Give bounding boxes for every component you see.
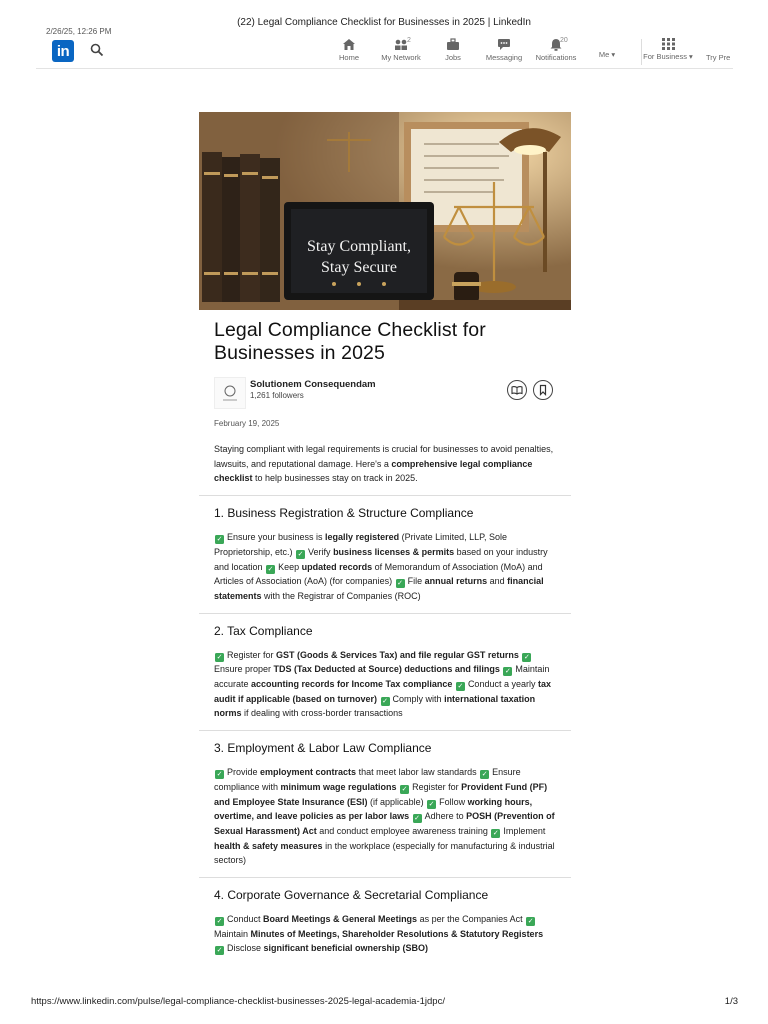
section-4-body: ✓ Conduct Board Meetings & General Meetings as per the Companies Act ✓Maintain Minutes of Meetings, Shareholder Resolutions & Statutory Registers ✓ Disclose significant beneficial ownership (SBO)	[214, 914, 544, 955]
section-heading: 4. Corporate Governance & Secretarial Compliance	[214, 888, 489, 903]
print-datetime: 2/26/25, 12:26 PM	[46, 27, 112, 36]
grid-icon	[662, 38, 675, 50]
check-icon: ✓	[527, 918, 534, 926]
bookmark-icon	[534, 381, 552, 399]
nav-try-premium[interactable]	[706, 53, 733, 62]
network-icon	[394, 38, 408, 51]
nav-home-label: Home	[338, 53, 359, 62]
nav-notifications-label: Notifications	[535, 53, 577, 62]
nav-jobs-label: Jobs	[445, 53, 461, 62]
article-intro: Staying compliant with legal requirements is crucial for businesses to avoid penalties, lawsuits, and reputational damage. Here's a comprehensive legal compliance checklist to help businesses stay on track in 2025.	[214, 444, 554, 484]
check-icon: ✓	[216, 653, 223, 661]
nav-me[interactable]	[594, 50, 620, 59]
hero-sign-line2: Stay Secure	[321, 259, 397, 276]
chevron-down-icon: ▾	[686, 52, 693, 61]
nav-for-business[interactable]	[642, 38, 694, 61]
nav-me-label: Me	[598, 50, 610, 59]
section-heading: 2. Tax Compliance	[214, 623, 313, 638]
check-icon: ✓	[428, 800, 435, 808]
check-icon: ✓	[401, 785, 408, 793]
nav-notifications[interactable]	[533, 38, 579, 62]
network-badge: 2	[407, 37, 411, 44]
section-divider	[199, 613, 571, 614]
notifications-badge: 20	[560, 37, 568, 44]
top-navigation	[36, 37, 733, 69]
company-logo-icon	[215, 378, 245, 408]
check-icon: ✓	[297, 550, 304, 558]
newsletter-icon	[508, 381, 526, 399]
check-icon: ✓	[492, 829, 499, 837]
nav-jobs[interactable]	[438, 38, 468, 62]
section-divider	[199, 495, 571, 496]
author-name[interactable]: Solutionem Consequendam	[250, 379, 376, 390]
nav-my-network[interactable]	[376, 38, 426, 62]
check-icon: ✓	[216, 947, 223, 955]
article-hero-image	[199, 112, 571, 310]
author-block	[214, 377, 556, 409]
check-icon: ✓	[216, 918, 223, 926]
publish-date: February 19, 2025	[214, 419, 280, 428]
nav-messaging[interactable]	[484, 38, 524, 62]
print-page-title: (22) Legal Compliance Checklist for Businesses in 2025 | LinkedIn	[237, 17, 531, 28]
linkedin-logo[interactable]: in	[52, 40, 74, 62]
check-icon: ✓	[267, 565, 274, 573]
section-1-body: ✓ Ensure your business is legally registered (Private Limited, LLP, Sole Proprietorship, etc.) ✓ Verify business licenses & permits based on your industry and location ✓ Keep updated records of Memorandum of Association (MoA) and Articles of Association (AoA) (for companies) ✓ File annual returns and financial statements with the Registrar of Companies (ROC)	[214, 532, 548, 601]
section-divider	[199, 877, 571, 878]
nav-my-network-label: My Network	[381, 53, 421, 62]
nav-try-premium-label: Try Pre	[706, 53, 731, 62]
check-icon: ✓	[457, 683, 464, 691]
section-3-body: ✓ Provide employment contracts that meet labor law standards ✓ Ensure compliance with minimum wage regulations ✓ Register for Provident Fund (PF) and Employee State Insurance (ESI) (if applicable) ✓ Follow working hours, overtime, and leave policies as per labor laws ✓ Adhere to POSH (Prevention of Sexual Harassment) Act and conduct employee awareness training ✓ Implement health & safety measures in the workplace (especially for manufacturing & industrial sectors)	[214, 767, 555, 866]
check-icon: ✓	[414, 815, 421, 823]
check-icon: ✓	[397, 580, 404, 588]
article	[199, 112, 571, 956]
check-icon: ✓	[216, 771, 223, 779]
nav-messaging-label: Messaging	[485, 53, 523, 62]
check-icon: ✓	[524, 653, 530, 661]
print-page-number: 1/3	[724, 996, 738, 1007]
section-heading: 3. Employment & Labor Law Compliance	[214, 741, 432, 756]
hero-sign-line1: Stay Compliant,	[307, 238, 411, 255]
nav-home[interactable]	[334, 38, 364, 62]
search-icon[interactable]	[90, 43, 104, 57]
check-icon: ✓	[504, 668, 511, 676]
section-2-body: ✓ Register for GST (Goods & Services Tax) and file regular GST returns ✓Ensure proper TDS (Tax Deducted at Source) deductions and filings ✓ Maintain accurate accounting records for Income Tax compliance ✓ Conduct a yearly tax audit if applicable (based on turnover) ✓ Comply with international taxation norms if dealing with cross-border transactions	[214, 649, 551, 719]
print-url: https://www.linkedin.com/pulse/legal-compliance-checklist-businesses-2025-legal-academia-1jdpc/	[31, 996, 445, 1007]
check-icon: ✓	[481, 771, 488, 779]
section-divider	[199, 730, 571, 731]
save-article-button[interactable]	[533, 380, 553, 400]
briefcase-icon	[446, 38, 460, 51]
subscribe-newsletter-button[interactable]	[507, 380, 527, 400]
author-followers: 1,261 followers	[250, 391, 304, 400]
message-icon	[497, 38, 511, 51]
author-avatar[interactable]	[214, 377, 246, 409]
check-icon: ✓	[382, 697, 388, 705]
home-icon	[342, 38, 356, 51]
article-title: Legal Compliance Checklist for Businesses in 2025	[214, 319, 486, 364]
nav-for-business-label: For Business	[643, 52, 687, 61]
section-heading: 1. Business Registration & Structure Compliance	[214, 506, 474, 521]
check-icon: ✓	[216, 536, 223, 544]
chevron-down-icon: ▾	[609, 50, 616, 59]
